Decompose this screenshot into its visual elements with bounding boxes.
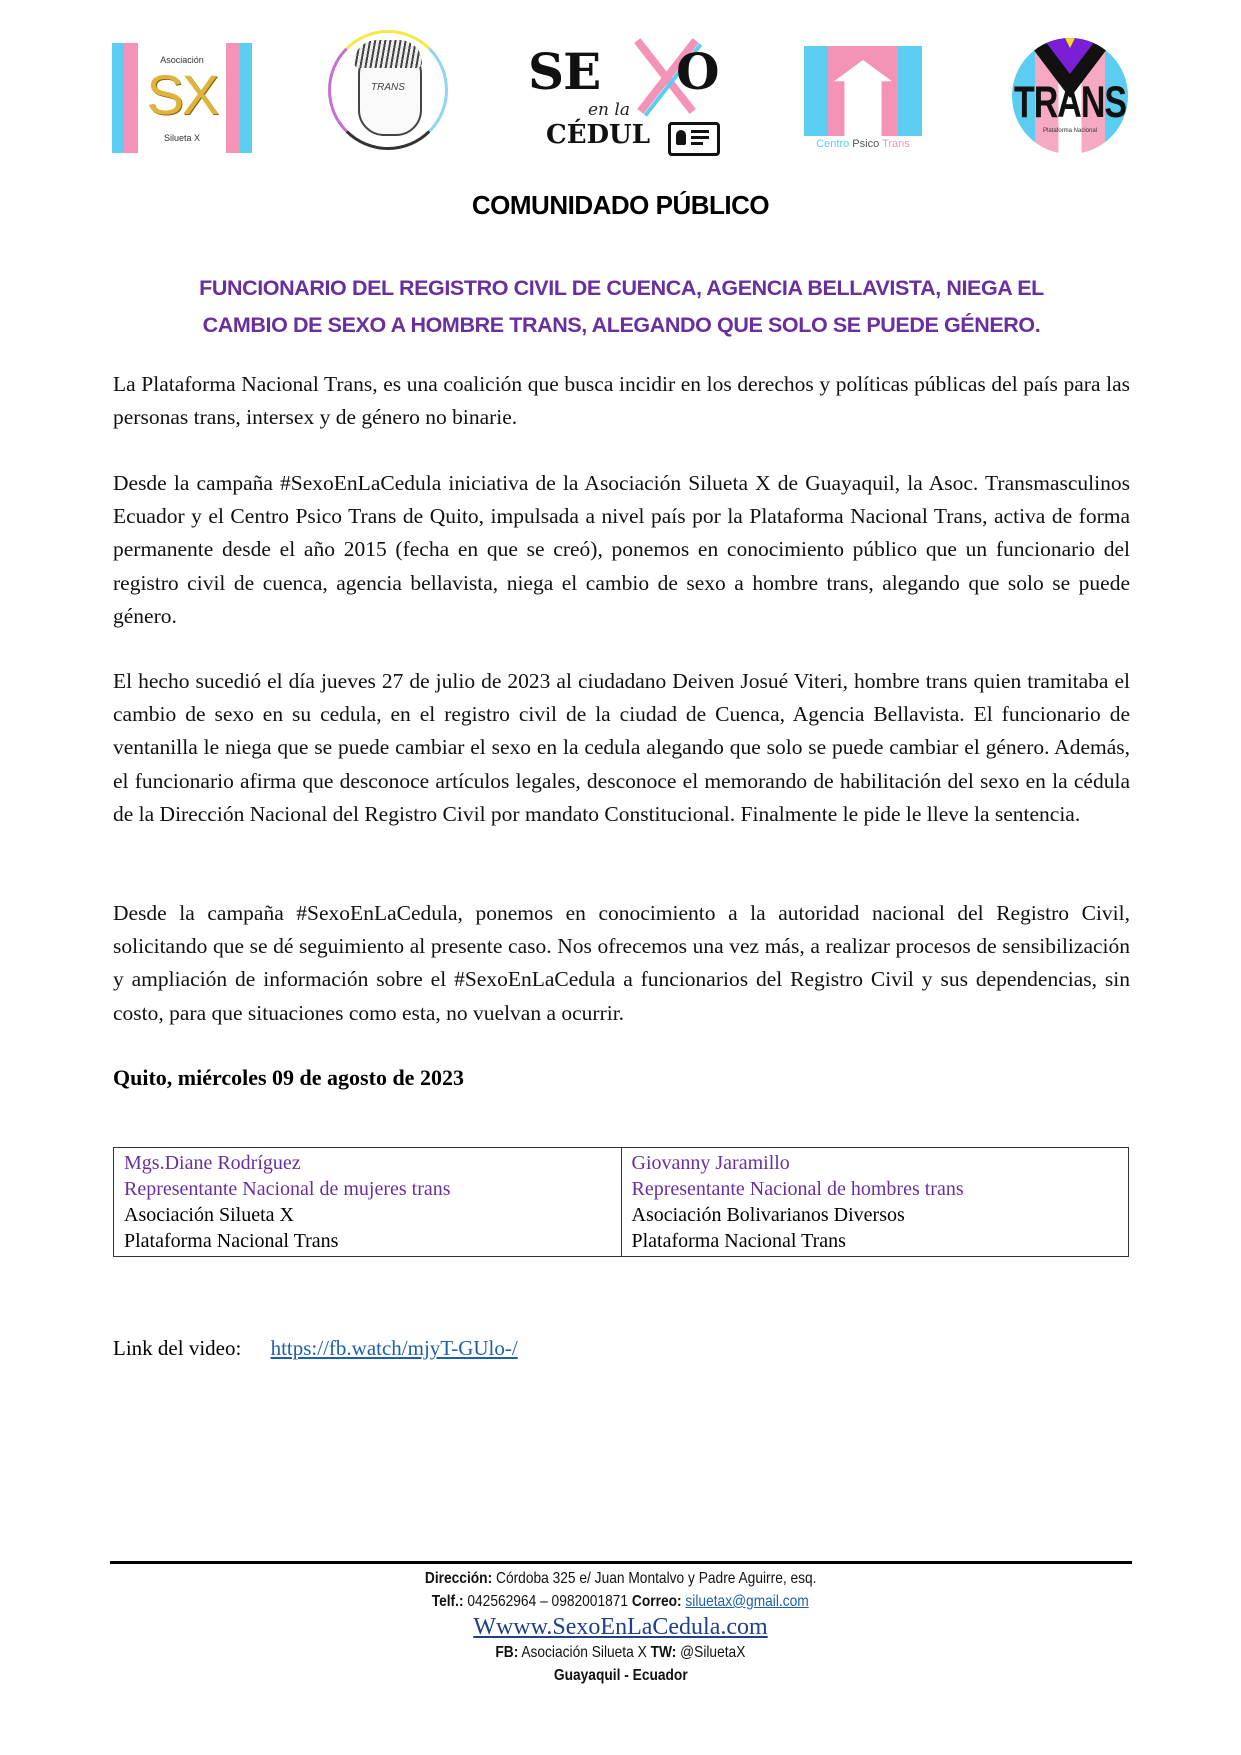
address: Córdoba 325 e/ Juan Montalvo y Padre Aguirre, esq. [495, 1570, 817, 1587]
signer-name: Mgs.Diane Rodríguez [124, 1152, 301, 1174]
logo-text: Plataforma Nacional [1042, 128, 1098, 134]
logo-text: O [676, 42, 720, 101]
logo-text: SX [146, 63, 218, 126]
email-label: Correo: [632, 1593, 682, 1610]
asociacion-silueta-x-logo [112, 43, 252, 153]
signer-platform: Plataforma Nacional Trans [124, 1230, 339, 1252]
signer-name: Giovanny Jaramillo [631, 1152, 790, 1174]
signature-table [113, 1147, 1129, 1257]
headline-line: FUNCIONARIO DEL REGISTRO CIVIL DE CUENCA, AGENCIA BELLAVISTA, NIEGA EL [199, 276, 1044, 300]
date-line: Quito, miércoles 09 de agosto de 2023 [113, 1065, 464, 1090]
sexo-en-la-cedula-logo [528, 12, 728, 157]
facebook-label: FB: [495, 1644, 519, 1661]
headline-line: CAMBIO DE SEXO A HOMBRE TRANS, ALEGANDO QUE SOLO SE PUEDE GÉNERO. [202, 313, 1041, 337]
signer-role: Representante Nacional de mujeres trans [124, 1178, 451, 1200]
page-title: COMUNIDADO PÚBLICO [471, 190, 770, 220]
video-link-label: Link del video: [113, 1336, 242, 1360]
logo-text: Silueta X [163, 133, 201, 143]
email-link[interactable]: siluetax@gmail.com [685, 1593, 810, 1610]
transmasculinos-logo [328, 30, 448, 150]
facebook-handle: Asociación Silueta X [521, 1644, 647, 1661]
plataforma-trans-logo [1012, 38, 1128, 154]
signer-role: Representante Nacional de hombres trans [631, 1178, 964, 1200]
city: Guayaquil - Ecuador [553, 1667, 688, 1684]
signer-organization: Asociación Bolivarianos Diversos [631, 1204, 905, 1226]
signer-platform: Plataforma Nacional Trans [631, 1230, 846, 1252]
phone-label: Telf.: [431, 1593, 464, 1610]
logo-text: Trans [882, 138, 910, 150]
logo-text: SE [528, 42, 601, 101]
logo-text: CÉDUL [546, 120, 651, 150]
headline [113, 270, 1130, 344]
logo-text: TRANS [371, 82, 405, 93]
signature-cell [621, 1148, 1129, 1257]
logo-text: TRANS [1013, 78, 1127, 128]
logo-strip [100, 8, 1140, 158]
video-link[interactable]: https://fb.watch/mjyT-GUlo-/ [270, 1336, 518, 1360]
signature-cell [114, 1148, 622, 1257]
centro-psico-trans-logo [804, 46, 922, 156]
video-link-row [113, 1336, 518, 1361]
paragraph-intro: La Plataforma Nacional Trans, es una coalición que busca incidir en los derechos y políticas públicas del país para las personas trans, intersex y de género no binarie. [113, 372, 1130, 430]
logo-text: Psico [852, 138, 880, 150]
website-link[interactable]: Wwww.SexoEnLaCedula.com [473, 1614, 768, 1640]
logo-text: Centro [816, 138, 850, 150]
phone: 042562964 – 0982001871 [467, 1593, 629, 1610]
twitter-handle: @SiluetaX [680, 1644, 746, 1661]
footer-divider [110, 1561, 1132, 1564]
paragraph-incident: El hecho sucedió el día jueves 27 de julio de 2023 al ciudadano Deiven Josué Viteri, hombre trans quien tramitaba el cambio de sexo en su cedula, en el registro civil de la ciudad de Cuenca, Agencia Bellavista. El funcionario de ventanilla le niega que se puede cambiar el sexo en la cedula alegando que solo se puede cambiar el género. Además, el funcionario afirma que desconoce artículos legales, desconoce el memorando de habilitación del sexo en la cédula de la Dirección Nacional del Registro Civil por mandato Constitucional. Finalmente le pide le lleve la sentencia. [113, 669, 1130, 826]
address-label: Dirección: [424, 1570, 492, 1587]
footer [0, 1567, 1241, 1687]
paragraph-request: Desde la campaña #SexoEnLaCedula, ponemos en conocimiento a la autoridad nacional del Registro Civil, solicitando que se dé seguimiento al presente caso. Nos ofrecemos una vez más, a realizar procesos de sensibilización y ampliación de información sobre el #SexoEnLaCedula a funcionarios del Registro Civil y sus dependencias, sin costo, para que situaciones como esta, no vuelvan a ocurrir. [113, 901, 1130, 1025]
signer-organization: Asociación Silueta X [124, 1204, 294, 1226]
logo-text: en la [588, 100, 630, 120]
id-card-icon [668, 122, 720, 156]
paragraph-campaign: Desde la campaña #SexoEnLaCedula iniciativa de la Asociación Silueta X de Guayaquil, la Asoc. Transmasculinos Ecuador y el Centro Psico Trans de Quito, impulsada a nivel país por la Plataforma Nacional Trans, activa de forma permanente desde el año 2015 (fecha en que se creó), ponemos en conocimiento público que un funcionario del registro civil de cuenca, agencia bellavista, niega el cambio de sexo a hombre trans, alegando que solo se puede género. [113, 471, 1130, 628]
logo-text: Asociación [160, 55, 204, 65]
twitter-label: TW: [650, 1644, 677, 1661]
